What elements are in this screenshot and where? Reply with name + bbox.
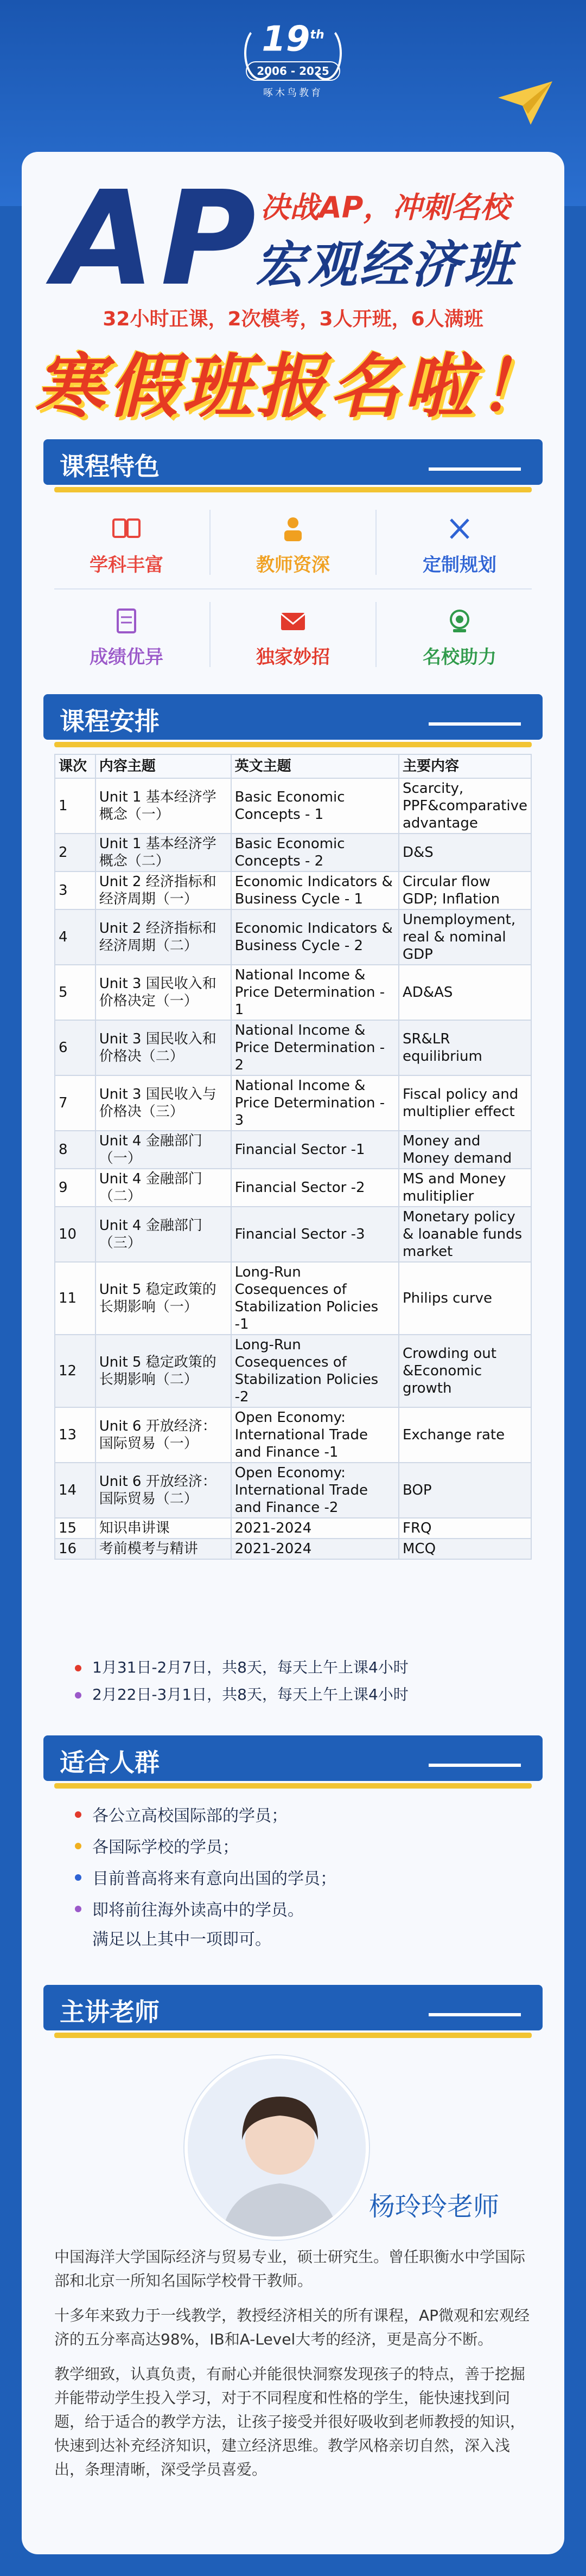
table-cell: 2021-2024: [231, 1539, 399, 1559]
table-cell: Exchange rate: [399, 1407, 531, 1463]
table-cell: Open Economy: International Trade and Finance -2: [231, 1463, 399, 1518]
table-cell: MCQ: [399, 1539, 531, 1559]
section-title: 主讲老师: [60, 1997, 160, 2027]
feature-label: 独家妙招: [256, 646, 330, 668]
date-item: 1月31日-2月7日，共8天，每天上午上课4小时: [71, 1654, 409, 1681]
table-cell: Unit 5 稳定政策的长期影响（一）: [95, 1262, 231, 1335]
medal-icon: [443, 607, 476, 635]
table-cell: Philips curve: [399, 1262, 531, 1335]
hero-announcement: 寒假班报名啦！: [34, 347, 551, 427]
table-row: [55, 1407, 531, 1463]
audience-item: 目前普高将来有意向出国的学员；: [71, 1863, 336, 1895]
table-row: [55, 965, 531, 1020]
feature-item: [377, 499, 543, 586]
table-cell: Unit 3 国民收入和价格决定（一）: [95, 965, 231, 1020]
table-cell: Unit 4 金融部门（三）: [95, 1207, 231, 1262]
badge-years: 2006 - 2025: [246, 61, 340, 81]
hero-course-title: 宏观经济班: [255, 236, 516, 294]
audience-note-wrap: [71, 1926, 271, 1953]
table-cell: Economic Indicators & Business Cycle - 2: [231, 909, 399, 965]
table-cell: Long-Run Cosequences of Stabilization Policies -2: [231, 1335, 399, 1407]
badge-brand: 啄木鸟教育: [263, 87, 323, 99]
table-cell: Long-Run Cosequences of Stabilization Policies -1: [231, 1262, 399, 1335]
section-underline: [429, 1764, 521, 1767]
feature-item: [210, 591, 376, 678]
table-row: [55, 778, 531, 834]
teacher-icon: [277, 515, 309, 542]
audience-item: 各国际学校的学员；: [71, 1832, 336, 1863]
table-row: [55, 1335, 531, 1407]
bio-paragraph: 中国海洋大学国际经济与贸易专业，硕士研究生。曾任职衡水中学国际部和北京一所知名国际学校骨干教师。: [54, 2248, 526, 2290]
table-cell: 9: [55, 1169, 95, 1207]
table-row: [55, 1075, 531, 1131]
table-cell: Financial Sector -3: [231, 1207, 399, 1262]
table-cell: Unit 6 开放经济：国际贸易（二）: [95, 1463, 231, 1518]
table-cell: SR&LR equilibrium: [399, 1020, 531, 1075]
hero-slogan: 决战AP，冲刺名校: [260, 190, 510, 225]
feature-item: [43, 591, 209, 678]
table-row: [55, 1518, 531, 1539]
table-row: [55, 1463, 531, 1518]
hero-ap-text: AP: [54, 163, 262, 315]
table-cell: Financial Sector -2: [231, 1169, 399, 1207]
feature-label: 定制规划: [423, 554, 496, 576]
laurel-right-icon: [309, 26, 342, 80]
table-cell: Unit 4 金融部门（一）: [95, 1131, 231, 1169]
section-title: 课程特色: [60, 452, 160, 481]
table-cell: Unit 6 开放经济：国际贸易（一）: [95, 1407, 231, 1463]
table-cell: National Income & Price Determination - 3: [231, 1075, 399, 1131]
table-cell: 10: [55, 1207, 95, 1262]
bio-paragraph: 十多年来致力于一线教学，教授经济相关的所有课程，AP微观和宏观经济的五分率高达98%，IB和A-Level大考的经济，更是高分不断。: [54, 2306, 530, 2348]
teacher-bio: [54, 2245, 532, 2492]
hero-tagline: 32小时正课，2次模考，3人开班，6人满班: [103, 308, 483, 330]
table-row: [55, 1262, 531, 1335]
audience-note: 满足以上其中一项即可。: [92, 1930, 271, 1949]
book-icon: [110, 515, 143, 542]
teacher-name: 杨玲玲老师: [369, 2191, 500, 2222]
feature-item: [210, 499, 376, 586]
table-cell: D&S: [399, 834, 531, 872]
table-row: [55, 1131, 531, 1169]
table-cell: 5: [55, 965, 95, 1020]
schedule-table: [54, 754, 532, 1560]
table-cell: Unit 4 金融部门（二）: [95, 1169, 231, 1207]
table-row: [55, 909, 531, 965]
table-cell: Monetary policy & loanable funds market: [399, 1207, 531, 1262]
table-cell: Circular flow GDP; Inflation: [399, 872, 531, 909]
table-row: [55, 1169, 531, 1207]
table-cell: Economic Indicators & Business Cycle - 1: [231, 872, 399, 909]
column-header: 英文主题: [231, 754, 399, 778]
section-header-features: [43, 439, 543, 485]
audience-item: 即将前往海外读高中的学员。: [71, 1895, 336, 1926]
table-cell: 7: [55, 1075, 95, 1131]
table-cell: Unit 3 国民收入和价格决（二）: [95, 1020, 231, 1075]
column-header: 主要内容: [399, 754, 531, 778]
report-icon: [110, 607, 143, 635]
table-cell: Unit 1 基本经济学概念（一）: [95, 778, 231, 834]
table-header-row: [55, 754, 531, 778]
table-cell: Crowding out &Economic growth: [399, 1335, 531, 1407]
table-row: [55, 1020, 531, 1075]
audience-list: [71, 1800, 336, 1926]
bio-paragraph: 教学细致，认真负责，有耐心并能很快洞察发现孩子的特点，善于挖掘并能带动学生投入学习，对于不同程度和性格的学生，能快速找到问题，给于适合的教学方法，让孩子接受并很好吸收到老师教授的知识，快速到达补充经济知识，建立经济思维。教学风格亲切自然，深入浅出，条理清晰，深受学员喜爱。: [54, 2365, 526, 2478]
table-cell: 15: [55, 1518, 95, 1539]
features-grid: [43, 499, 543, 716]
table-cell: Unit 5 稳定政策的长期影响（二）: [95, 1335, 231, 1407]
table-cell: Fiscal policy and multiplier effect: [399, 1075, 531, 1131]
section-underline: [429, 722, 521, 726]
feature-item: [377, 591, 543, 678]
date-item: 2月22日-3月1日，共8天，每天上午上课4小时: [71, 1681, 409, 1708]
mail-icon: [277, 607, 309, 635]
feature-label: 成绩优异: [90, 646, 163, 668]
table-row: [55, 1539, 531, 1559]
section-underline: [429, 2013, 521, 2016]
column-header: 课次: [55, 754, 95, 778]
feature-label: 学科丰富: [90, 554, 163, 576]
table-cell: Basic Economic Concepts - 1: [231, 778, 399, 834]
table-cell: 3: [55, 872, 95, 909]
table-cell: 13: [55, 1407, 95, 1463]
paper-plane-icon: [498, 81, 552, 125]
avatar-icon: [188, 2059, 369, 2240]
badge-number: 19th: [262, 19, 324, 60]
table-cell: National Income & Price Determination - 1: [231, 965, 399, 1020]
table-cell: 知识串讲课: [95, 1518, 231, 1539]
table-cell: Unit 2 经济指标和经济周期（二）: [95, 909, 231, 965]
feature-label: 名校助力: [423, 646, 496, 668]
table-cell: Unemployment, real & nominal GDP: [399, 909, 531, 965]
table-cell: Unit 1 基本经济学概念（二）: [95, 834, 231, 872]
section-underline: [429, 467, 521, 471]
table-cell: Basic Economic Concepts - 2: [231, 834, 399, 872]
table-cell: 8: [55, 1131, 95, 1169]
table-cell: 12: [55, 1335, 95, 1407]
section-title: 课程安排: [60, 707, 160, 736]
table-row: [55, 1207, 531, 1262]
table-cell: National Income & Price Determination - 2: [231, 1020, 399, 1075]
audience-item: 各公立高校国际部的学员；: [71, 1800, 336, 1832]
section-header-audience: [43, 1735, 543, 1781]
column-header: 内容主题: [95, 754, 231, 778]
table-cell: 11: [55, 1262, 95, 1335]
section-title: 适合人群: [60, 1748, 160, 1777]
table-cell: Financial Sector -1: [231, 1131, 399, 1169]
anniversary-badge: [239, 16, 347, 108]
table-cell: BOP: [399, 1463, 531, 1518]
feature-label: 教师资深: [256, 554, 330, 576]
teacher-photo: [184, 2055, 369, 2240]
table-row: [55, 834, 531, 872]
table-cell: FRQ: [399, 1518, 531, 1539]
table-cell: Open Economy: International Trade and Finance -1: [231, 1407, 399, 1463]
table-cell: 4: [55, 909, 95, 965]
section-header-teacher: [43, 1985, 543, 2030]
table-cell: 考前模考与精讲: [95, 1539, 231, 1559]
table-cell: 2: [55, 834, 95, 872]
section-header-schedule: [43, 694, 543, 740]
class-dates-list: [71, 1654, 409, 1708]
table-cell: 6: [55, 1020, 95, 1075]
table-cell: 14: [55, 1463, 95, 1518]
laurel-left-icon: [244, 26, 277, 80]
table-cell: Scarcity, PPF&comparative advantage: [399, 778, 531, 834]
tools-icon: [443, 515, 476, 542]
table-cell: MS and Money mulitiplier: [399, 1169, 531, 1207]
table-cell: Money and Money demand: [399, 1131, 531, 1169]
table-row: [55, 872, 531, 909]
table-cell: Unit 2 经济指标和经济周期（一）: [95, 872, 231, 909]
table-cell: 16: [55, 1539, 95, 1559]
main-card: [22, 152, 564, 2554]
table-cell: AD&AS: [399, 965, 531, 1020]
feature-item: [43, 499, 209, 586]
table-cell: 1: [55, 778, 95, 834]
table-cell: 2021-2024: [231, 1518, 399, 1539]
table-cell: Unit 3 国民收入与价格决（三）: [95, 1075, 231, 1131]
